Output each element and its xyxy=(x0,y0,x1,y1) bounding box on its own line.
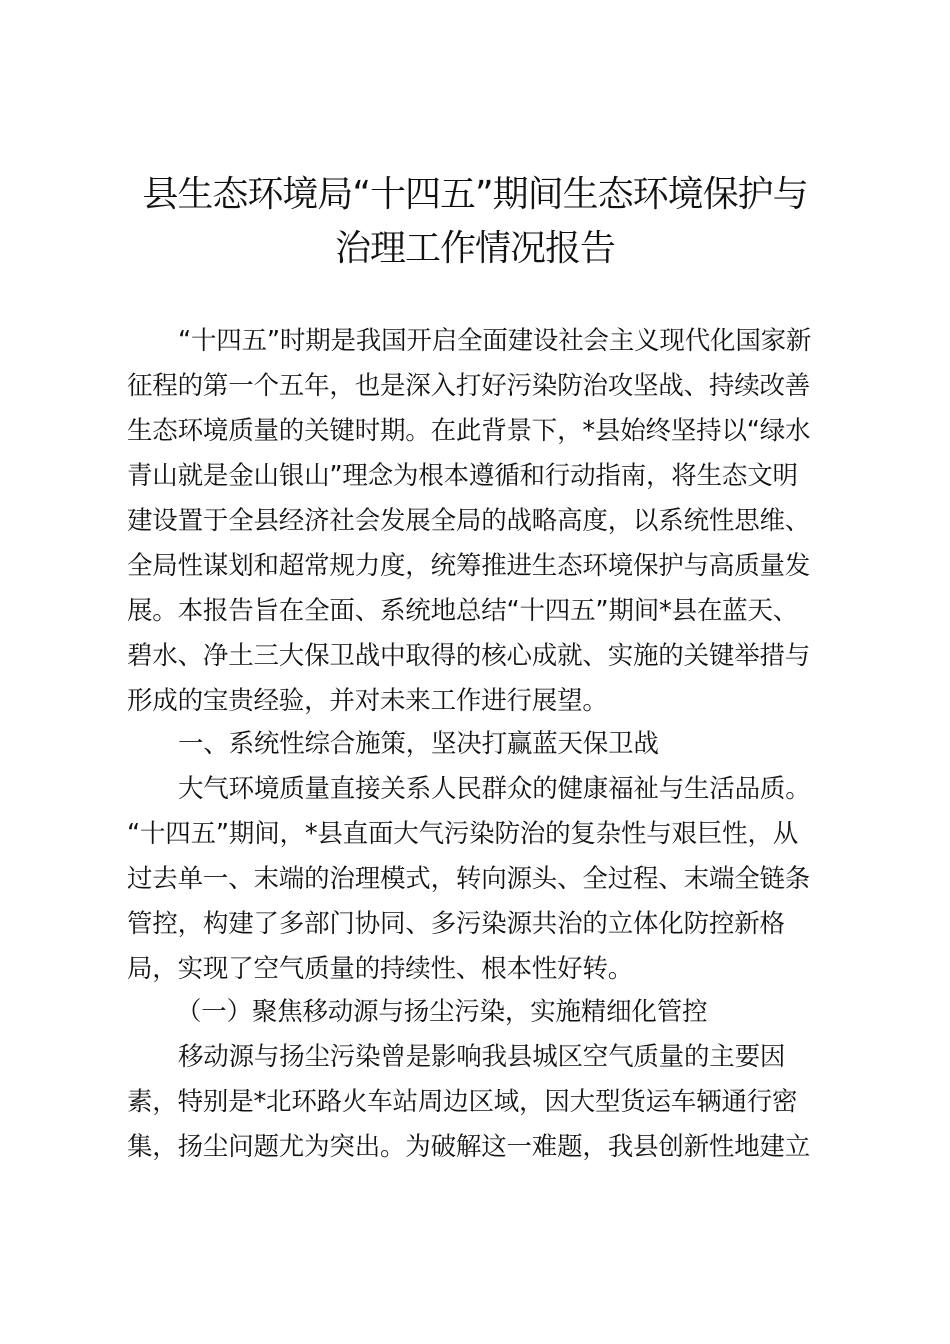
intro-paragraph-line: 展。本报告旨在全面、系统地总结“十四五”期间*县在蓝天、 xyxy=(127,596,799,626)
intro-paragraph-line: 生态环境质量的关键时期。在此背景下，*县始终坚持以“绿水 xyxy=(127,416,811,446)
document-title-line-1: 县生态环境局“十四五”期间生态环境保护与 xyxy=(142,174,808,215)
intro-paragraph-line: “十四五”时期是我国开启全面建设社会主义现代化国家新 xyxy=(178,326,812,356)
intro-paragraph-line: 形成的宝贵经验，并对未来工作进行展望。 xyxy=(127,686,608,716)
section-1-paragraph-line: “十四五”期间，*县直面大气污染防治的复杂性与艰巨性，从 xyxy=(127,819,799,849)
intro-paragraph-line: 青山就是金山银山”理念为根本遵循和行动指南，将生态文明 xyxy=(127,461,798,491)
intro-paragraph-line: 征程的第一个五年，也是深入打好污染防治攻坚战、持续改善 xyxy=(127,371,811,401)
section-1-paragraph-line: 大气环境质量直接关系人民群众的健康福祉与生活品质。 xyxy=(178,774,811,804)
intro-paragraph-line: 全局性谋划和超常规力度，统筹推进生态环境保护与高质量发 xyxy=(127,551,811,581)
section-1-paragraph-line: 管控，构建了多部门协同、多污染源共治的立体化防控新格 xyxy=(127,909,785,939)
subsection-paragraph-line: 移动源与扬尘污染曾是影响我县城区空气质量的主要因 xyxy=(178,1042,786,1072)
section-heading-1: 一、系统性综合施策，坚决打赢蓝天保卫战 xyxy=(178,729,659,759)
subsection-paragraph-line: 素，特别是*北环路火车站周边区域，因大型货运车辆通行密 xyxy=(127,1087,798,1117)
section-1-paragraph-line: 局，实现了空气质量的持续性、根本性好转。 xyxy=(127,954,634,984)
subsection-heading-1-1: （一）聚焦移动源与扬尘污染，实施精细化管控 xyxy=(176,997,708,1027)
subsection-paragraph-line: 集，扬尘问题尤为突出。为破解这一难题，我县创新性地建立 xyxy=(127,1132,811,1162)
document-title-line-2: 治理工作情况报告 xyxy=(334,228,615,269)
intro-paragraph-line: 建设置于全县经济社会发展全局的战略高度，以系统性思维、 xyxy=(127,506,811,536)
intro-paragraph-line: 碧水、净土三大保卫战中取得的核心成就、实施的关键举措与 xyxy=(127,641,811,671)
section-1-paragraph-line: 过去单一、末端的治理模式，转向源头、全过程、末端全链条 xyxy=(127,864,811,894)
